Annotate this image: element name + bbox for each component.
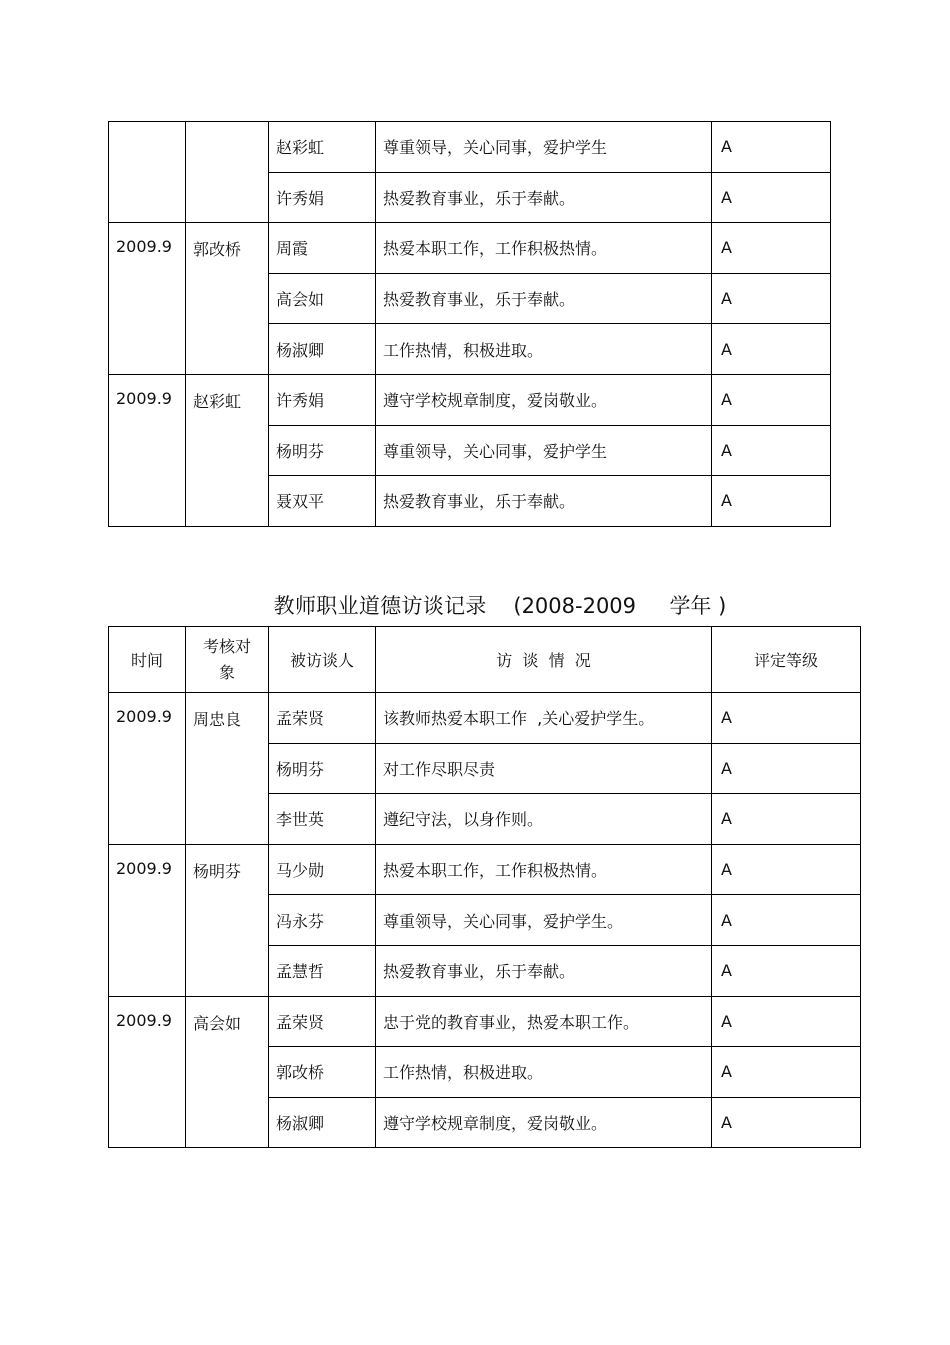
grade-cell: A [712, 223, 831, 274]
grade-cell: A [712, 122, 831, 173]
interviewee-cell: 马少勋 [269, 844, 376, 895]
content-cell: 该教师热爱本职工作 ,关心爱护学生。 [376, 693, 712, 744]
content-cell: 对工作尽职尽责 [376, 743, 712, 794]
target-cell: 杨明芬 [186, 844, 269, 996]
content-cell: 遵纪守法，以身作则。 [376, 794, 712, 845]
time-cell: 2009.9 [109, 374, 186, 526]
content-cell: 热爱教育事业，乐于奉献。 [376, 273, 712, 324]
interviewee-cell: 聂双平 [269, 476, 376, 527]
content-cell: 热爱教育事业，乐于奉献。 [376, 172, 712, 223]
title-years: (2008-2009 [513, 594, 637, 618]
target-cell: 高会如 [186, 996, 269, 1148]
content-cell: 遵守学校规章制度，爱岗敬业。 [376, 1097, 712, 1148]
content-cell: 热爱本职工作，工作积极热情。 [376, 223, 712, 274]
interviewee-cell: 杨明芬 [269, 743, 376, 794]
grade-cell: A [712, 945, 861, 996]
content-cell: 尊重领导，关心同事，爱护学生 [376, 122, 712, 173]
interviewee-cell: 孟慧哲 [269, 945, 376, 996]
content-cell: 工作热情，积极进取。 [376, 324, 712, 375]
interviewee-cell: 赵彩虹 [269, 122, 376, 173]
interviewee-cell: 周霞 [269, 223, 376, 274]
interviewee-cell: 孟荣贤 [269, 996, 376, 1047]
interviewee-cell: 杨淑卿 [269, 324, 376, 375]
table-row [109, 844, 861, 895]
table-row [109, 693, 861, 744]
content-cell: 热爱本职工作，工作积极热情。 [376, 844, 712, 895]
table-header-row [109, 627, 861, 693]
content-cell: 热爱教育事业，乐于奉献。 [376, 476, 712, 527]
interviewee-cell: 李世英 [269, 794, 376, 845]
grade-cell: A [712, 794, 861, 845]
content-cell: 遵守学校规章制度，爱岗敬业。 [376, 374, 712, 425]
time-cell: 2009.9 [109, 996, 186, 1148]
grade-cell: A [712, 172, 831, 223]
content-cell: 热爱教育事业，乐于奉献。 [376, 945, 712, 996]
interview-table [108, 626, 861, 1148]
interviewee-cell: 高会如 [269, 273, 376, 324]
grade-cell: A [712, 324, 831, 375]
time-cell: 2009.9 [109, 693, 186, 845]
target-cell: 赵彩虹 [186, 374, 269, 526]
grade-cell: A [712, 1047, 861, 1098]
grade-cell: A [712, 743, 861, 794]
time-cell: 2009.9 [109, 223, 186, 375]
content-cell: 尊重领导，关心同事，爱护学生。 [376, 895, 712, 946]
time-cell [109, 122, 186, 223]
target-cell: 周忠良 [186, 693, 269, 845]
header-content: 访 谈 情 况 [376, 627, 712, 693]
grade-cell: A [712, 693, 861, 744]
target-cell [186, 122, 269, 223]
title-text: 教师职业道德访谈记录 [273, 594, 487, 618]
content-cell: 忠于党的教育事业，热爱本职工作。 [376, 996, 712, 1047]
interview-table-continued [108, 121, 831, 527]
grade-cell: A [712, 844, 861, 895]
table-row [109, 122, 831, 173]
target-cell: 郭改桥 [186, 223, 269, 375]
grade-cell: A [712, 1097, 861, 1148]
header-target: 考核对象 [186, 627, 269, 693]
document-title [0, 592, 950, 620]
time-cell: 2009.9 [109, 844, 186, 996]
grade-cell: A [712, 476, 831, 527]
header-time: 时间 [109, 627, 186, 693]
interviewee-cell: 杨明芬 [269, 425, 376, 476]
interviewee-cell: 许秀娟 [269, 374, 376, 425]
interviewee-cell: 杨淑卿 [269, 1097, 376, 1148]
header-interviewee: 被访谈人 [269, 627, 376, 693]
table-row [109, 374, 831, 425]
interviewee-cell: 许秀娟 [269, 172, 376, 223]
title-suffix: 学年 ) [669, 594, 727, 618]
grade-cell: A [712, 425, 831, 476]
table-row [109, 223, 831, 274]
grade-cell: A [712, 895, 861, 946]
grade-cell: A [712, 996, 861, 1047]
content-cell: 尊重领导，关心同事，爱护学生 [376, 425, 712, 476]
grade-cell: A [712, 273, 831, 324]
grade-cell: A [712, 374, 831, 425]
interviewee-cell: 郭改桥 [269, 1047, 376, 1098]
content-cell: 工作热情，积极进取。 [376, 1047, 712, 1098]
header-grade: 评定等级 [712, 627, 861, 693]
table-row [109, 996, 861, 1047]
interviewee-cell: 冯永芬 [269, 895, 376, 946]
interviewee-cell: 孟荣贤 [269, 693, 376, 744]
